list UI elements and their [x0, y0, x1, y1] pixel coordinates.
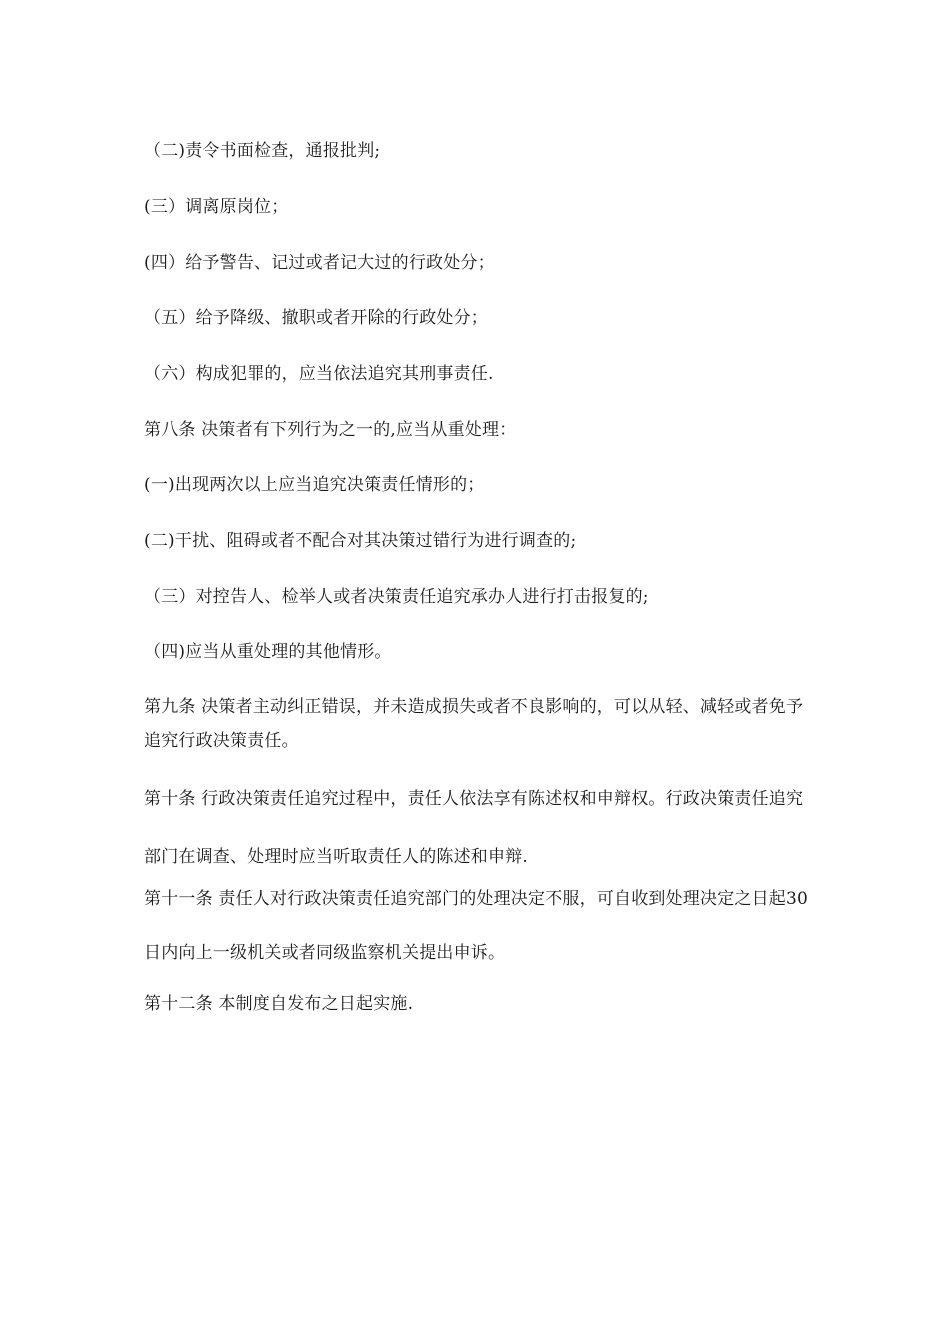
clause-8-item-4: （四)应当从重处理的其他情形。: [144, 642, 392, 662]
clause-7-item-5: （五）给予降级、撤职或者开除的行政处分；: [144, 308, 488, 328]
clause-9: 第九条 决策者主动纠正错误，并未造成损失或者不良影响的，可以从轻、减轻或者免予追究行政决策责任。: [144, 697, 804, 751]
clause-10: 第十条 行政决策责任追究过程中，责任人依法享有陈述权和申辩权。行政决策责任追究部门在调查、处理时应当听取责任人的陈述和申辩.: [144, 789, 804, 867]
clause-7-item-2: （二)责令书面检查，通报批判;: [144, 141, 381, 161]
clause-8-item-2: (二)干扰、阻碍或者不配合对其决策过错行为进行调查的;: [144, 531, 577, 551]
clause-8-item-1: (一)出现两次以上应当追究决策责任情形的；: [144, 475, 485, 495]
clause-8-heading: 第八条 决策者有下列行为之一的,应当从重处理：: [144, 420, 517, 440]
clause-7-item-4: (四）给予警告、记过或者记大过的行政处分；: [144, 253, 495, 273]
clause-12: 第十二条 本制度自发布之日起实施.: [144, 994, 414, 1014]
clause-11: 第十一条 责任人对行政决策责任追究部门的处理决定不服，可自收到处理决定之日起30日内向上一级机关或者同级监察机关提出申诉。: [144, 889, 809, 963]
clause-8-item-3: （三）对控告人、检举人或者决策责任追究承办人进行打击报复的;: [144, 587, 649, 607]
clause-7-item-6: （六）构成犯罪的，应当依法追究其刑事责任.: [144, 364, 494, 384]
clause-7-item-3: (三）调离原岗位；: [144, 197, 289, 217]
